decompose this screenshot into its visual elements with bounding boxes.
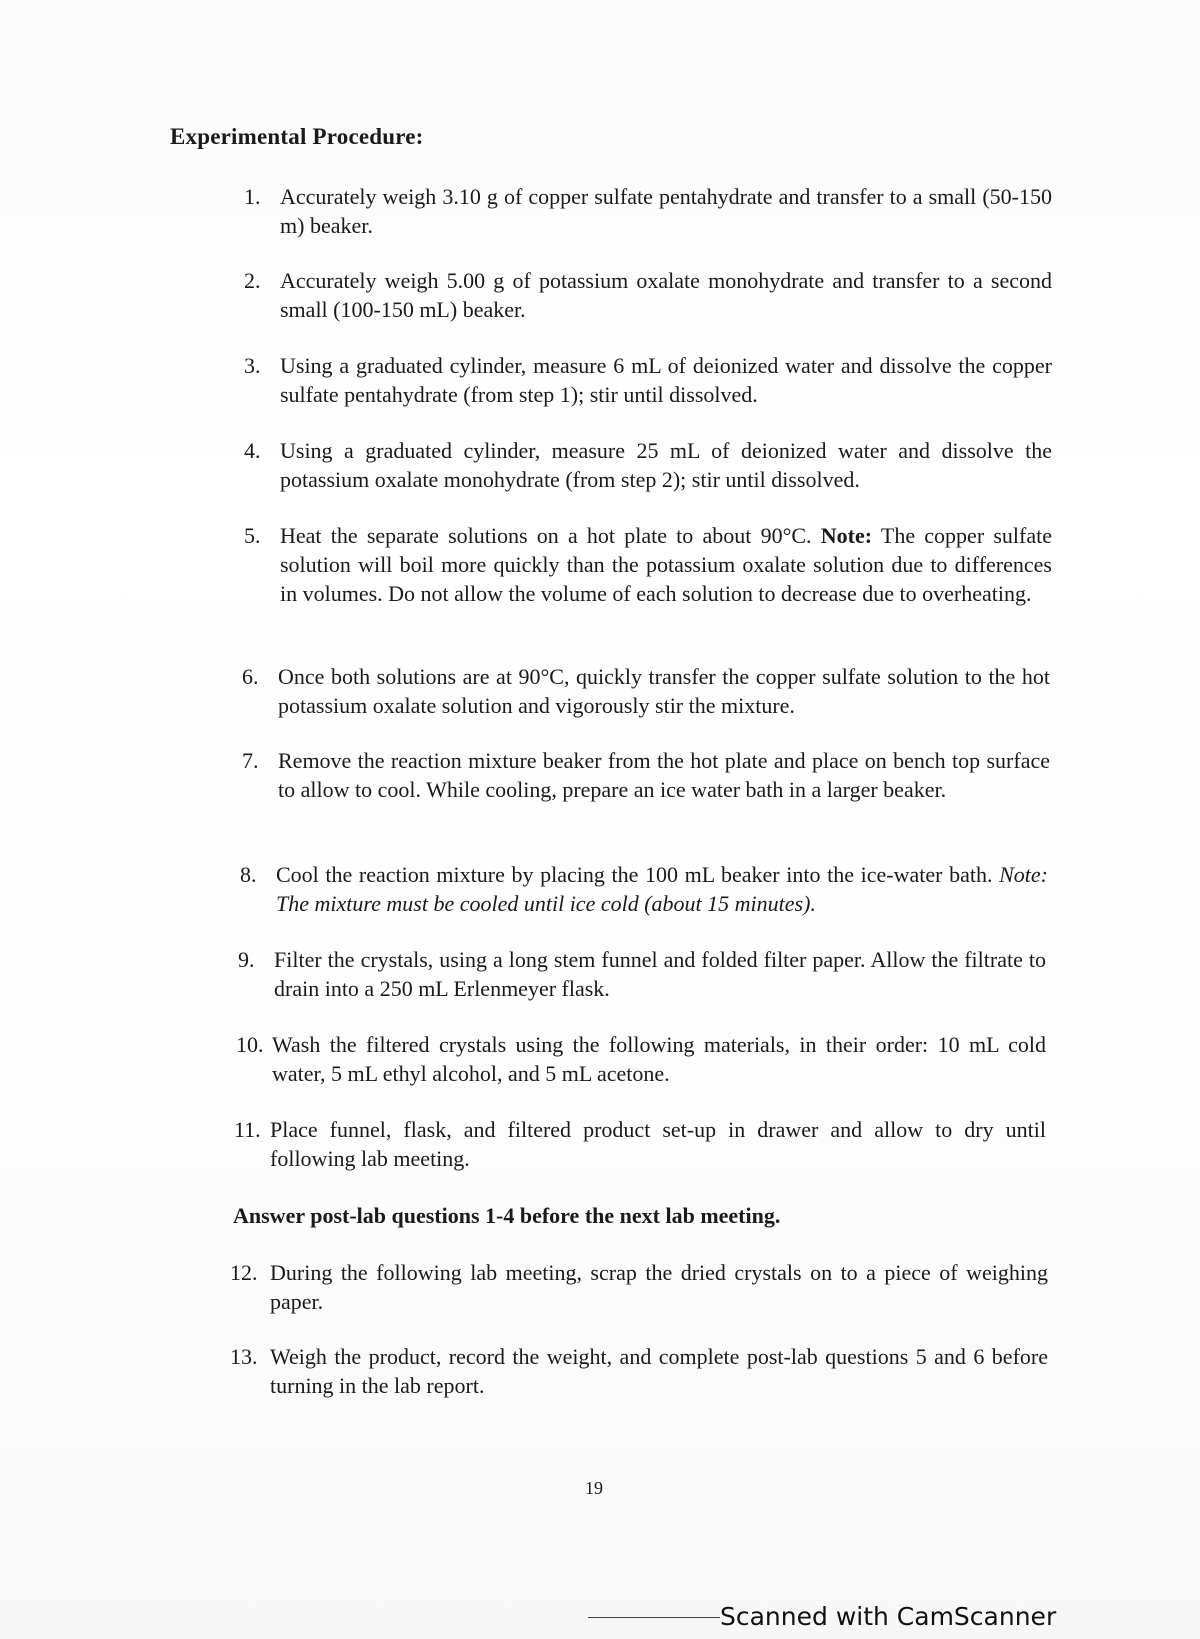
step-number: 6.	[242, 664, 259, 689]
step-number: 13.	[230, 1344, 258, 1369]
step-text: Weigh the product, record the weight, and complete post-lab questions 5 and 6 before turning in the lab report.	[270, 1344, 1048, 1398]
step-text: During the following lab meeting, scrap the dried crystals on to a piece of weighing paper.	[270, 1260, 1048, 1314]
step-text	[276, 860, 1048, 918]
procedure-heading: Experimental Procedure:	[170, 124, 424, 149]
step-text-part: Cool the reaction mixture by placing the 100 mL beaker into the ice-water bath.	[276, 862, 1000, 887]
step-number: 1.	[244, 184, 261, 209]
page-number: 19	[585, 1478, 603, 1498]
step-number: 3.	[244, 353, 261, 378]
step-number: 11.	[234, 1117, 261, 1142]
step-text: Accurately weigh 3.10 g of copper sulfate pentahydrate and transfer to a small (50-150 m) beaker.	[280, 184, 1052, 238]
step-text: Accurately weigh 5.00 g of potassium oxalate monohydrate and transfer to a second small (100-150 mL) beaker.	[280, 268, 1052, 322]
step-text: Remove the reaction mixture beaker from the hot plate and place on bench top surface to allow to cool. While cooling, prepare an ice water bath in a larger beaker.	[278, 748, 1050, 802]
note-label: Note:	[820, 523, 873, 548]
step-number: 12.	[230, 1260, 258, 1285]
step-number: 9.	[238, 947, 255, 972]
step-number: 7.	[242, 748, 259, 773]
step-text: Wash the filtered crystals using the following materials, in their order: 10 mL cold water, 5 mL ethyl alcohol, and 5 mL acetone.	[272, 1032, 1046, 1086]
step-text-part: Heat the separate solutions on a hot plate to about 90°C.	[280, 523, 821, 548]
post-lab-instruction: Answer post-lab questions 1-4 before the next lab meeting.	[233, 1203, 781, 1228]
step-number: 10.	[236, 1032, 264, 1057]
step-number: 5.	[244, 523, 261, 548]
cooling-note: Note: The mixture must be cooled until ice cold (about 15 minutes).	[276, 862, 1048, 916]
step-text	[280, 521, 1052, 608]
scanner-watermark: Scanned with CamScanner	[720, 1602, 1057, 1631]
step-number: 2.	[244, 268, 261, 293]
step-text: Using a graduated cylinder, measure 25 mL of deionized water and dissolve the potassium oxalate monohydrate (from step 2); stir until dissolved.	[280, 438, 1052, 492]
step-text-part: The copper sulfate solution will boil more quickly than the potassium oxalate solution due to differences in volumes. Do not allow the volume of each solution to decrease due to overheating.	[280, 523, 1052, 606]
step-number: 8.	[240, 862, 257, 887]
step-text: Once both solutions are at 90°C, quickly transfer the copper sulfate solution to the hot potassium oxalate solution and vigorously stir the mixture.	[278, 664, 1050, 718]
divider-line	[588, 1617, 720, 1618]
step-text: Filter the crystals, using a long stem funnel and folded filter paper. Allow the filtrate to drain into a 250 mL Erlenmeyer flask.	[274, 947, 1046, 1001]
step-text: Using a graduated cylinder, measure 6 mL of deionized water and dissolve the copper sulfate pentahydrate (from step 1); stir until dissolved.	[280, 353, 1052, 407]
step-text: Place funnel, flask, and filtered product set-up in drawer and allow to dry until following lab meeting.	[270, 1117, 1046, 1171]
step-number: 4.	[244, 438, 261, 463]
